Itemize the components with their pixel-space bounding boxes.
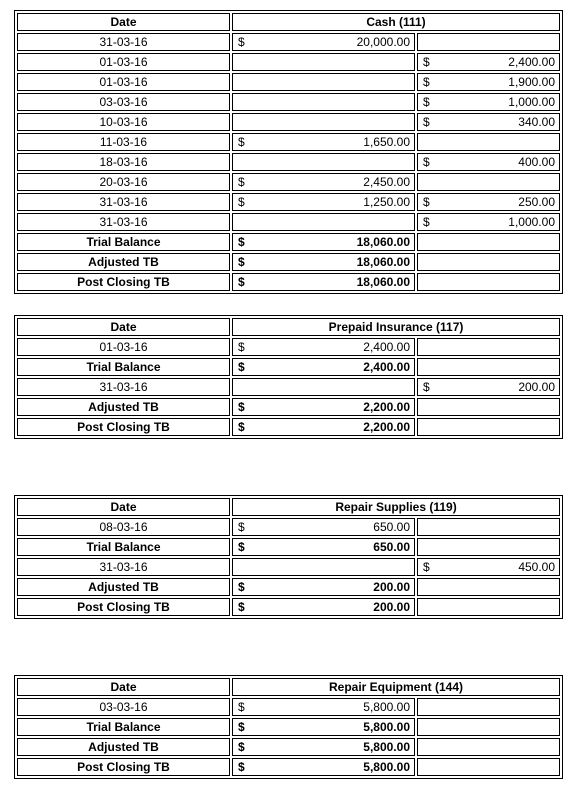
account-title: Cash (111) bbox=[232, 13, 560, 31]
entry-date: 10-03-16 bbox=[17, 113, 230, 131]
entry-date: 20-03-16 bbox=[17, 173, 230, 191]
ledger-header-row bbox=[17, 678, 560, 696]
entry-date: Post Closing TB bbox=[17, 598, 230, 616]
currency-symbol: $ bbox=[238, 420, 245, 434]
ledger-row bbox=[17, 598, 560, 616]
credit-amount: 1,000.00 bbox=[508, 95, 555, 109]
ledger-body bbox=[17, 678, 560, 776]
credit-amount: 200.00 bbox=[518, 380, 556, 394]
credit-cell bbox=[417, 518, 560, 536]
debit-amount: 1,650.00 bbox=[363, 135, 410, 149]
debit-cell bbox=[232, 273, 415, 291]
debit-cell bbox=[232, 398, 415, 416]
debit-cell bbox=[232, 213, 415, 231]
ledger-row bbox=[17, 193, 560, 211]
credit-amount: 400.00 bbox=[518, 155, 555, 169]
credit-cell bbox=[417, 153, 560, 171]
credit-cell bbox=[417, 213, 560, 231]
ledger-row bbox=[17, 173, 560, 191]
entry-date: 11-03-16 bbox=[17, 133, 230, 151]
entry-date: 31-03-16 bbox=[17, 213, 230, 231]
ledger-prepaid-insurance bbox=[14, 315, 563, 439]
debit-cell bbox=[232, 758, 415, 776]
ledger-row bbox=[17, 153, 560, 171]
ledger-row bbox=[17, 758, 560, 776]
debit-amount: 5,800.00 bbox=[363, 740, 410, 754]
entry-date: 01-03-16 bbox=[17, 73, 230, 91]
currency-symbol: $ bbox=[423, 380, 430, 394]
debit-amount: 2,200.00 bbox=[363, 400, 410, 414]
ledger-row bbox=[17, 518, 560, 536]
debit-cell bbox=[232, 418, 415, 436]
ledger-row bbox=[17, 253, 560, 271]
ledger-body bbox=[17, 318, 560, 436]
ledger-repair-equipment bbox=[14, 675, 563, 779]
debit-cell bbox=[232, 558, 415, 576]
entry-date: 08-03-16 bbox=[17, 518, 230, 536]
ledger-row bbox=[17, 738, 560, 756]
entry-date: 31-03-16 bbox=[17, 558, 230, 576]
entry-date: Adjusted TB bbox=[17, 253, 230, 271]
debit-cell bbox=[232, 73, 415, 91]
ledger-row bbox=[17, 233, 560, 251]
currency-symbol: $ bbox=[238, 360, 245, 374]
currency-symbol: $ bbox=[423, 115, 430, 129]
credit-cell bbox=[417, 578, 560, 596]
ledger-row bbox=[17, 578, 560, 596]
debit-cell bbox=[232, 253, 415, 271]
ledger-repair-supplies bbox=[14, 495, 563, 619]
entry-date: Adjusted TB bbox=[17, 398, 230, 416]
debit-cell bbox=[232, 33, 415, 51]
credit-cell bbox=[417, 253, 560, 271]
debit-cell bbox=[232, 113, 415, 131]
debit-cell bbox=[232, 233, 415, 251]
debit-cell bbox=[232, 518, 415, 536]
entry-date: Post Closing TB bbox=[17, 273, 230, 291]
debit-amount: 18,060.00 bbox=[356, 275, 410, 289]
currency-symbol: $ bbox=[238, 400, 245, 414]
credit-amount: 250.00 bbox=[518, 195, 555, 209]
credit-cell bbox=[417, 93, 560, 111]
debit-cell bbox=[232, 698, 415, 716]
debit-amount: 20,000.00 bbox=[356, 35, 410, 49]
credit-cell bbox=[417, 558, 560, 576]
currency-symbol: $ bbox=[423, 55, 430, 69]
ledger-body bbox=[17, 13, 560, 291]
debit-cell bbox=[232, 93, 415, 111]
entry-date: Trial Balance bbox=[17, 358, 230, 376]
debit-amount: 2,450.00 bbox=[363, 175, 410, 189]
entry-date: Post Closing TB bbox=[17, 758, 230, 776]
debit-amount: 5,800.00 bbox=[363, 720, 410, 734]
credit-cell bbox=[417, 718, 560, 736]
ledger-row bbox=[17, 358, 560, 376]
debit-cell bbox=[232, 133, 415, 151]
ledger-row bbox=[17, 558, 560, 576]
ledger-row bbox=[17, 718, 560, 736]
debit-amount: 650.00 bbox=[373, 520, 410, 534]
debit-cell bbox=[232, 193, 415, 211]
account-title: Repair Supplies (119) bbox=[232, 498, 560, 516]
debit-cell bbox=[232, 378, 415, 396]
currency-symbol: $ bbox=[238, 175, 245, 189]
currency-symbol: $ bbox=[238, 35, 245, 49]
ledger-row bbox=[17, 213, 560, 231]
currency-symbol: $ bbox=[238, 255, 245, 269]
ledger-row bbox=[17, 338, 560, 356]
ledger-row bbox=[17, 398, 560, 416]
credit-cell bbox=[417, 193, 560, 211]
currency-symbol: $ bbox=[423, 95, 430, 109]
debit-amount: 2,400.00 bbox=[363, 360, 410, 374]
credit-cell bbox=[417, 113, 560, 131]
entry-date: Trial Balance bbox=[17, 538, 230, 556]
currency-symbol: $ bbox=[423, 195, 430, 209]
date-column-header: Date bbox=[17, 318, 230, 336]
entry-date: Post Closing TB bbox=[17, 418, 230, 436]
ledger-row bbox=[17, 73, 560, 91]
currency-symbol: $ bbox=[423, 155, 430, 169]
ledger-header-row bbox=[17, 13, 560, 31]
currency-symbol: $ bbox=[238, 195, 245, 209]
credit-cell bbox=[417, 173, 560, 191]
date-column-header: Date bbox=[17, 678, 230, 696]
entry-date: Adjusted TB bbox=[17, 738, 230, 756]
credit-cell bbox=[417, 73, 560, 91]
credit-cell bbox=[417, 378, 560, 396]
credit-amount: 2,400.00 bbox=[508, 55, 555, 69]
ledger-row bbox=[17, 418, 560, 436]
currency-symbol: $ bbox=[238, 760, 245, 774]
entry-date: 03-03-16 bbox=[17, 698, 230, 716]
currency-symbol: $ bbox=[238, 275, 245, 289]
ledger-row bbox=[17, 113, 560, 131]
entry-date: 01-03-16 bbox=[17, 338, 230, 356]
currency-symbol: $ bbox=[238, 540, 245, 554]
credit-cell bbox=[417, 738, 560, 756]
ledger-body bbox=[17, 498, 560, 616]
debit-cell bbox=[232, 578, 415, 596]
account-title: Repair Equipment (144) bbox=[232, 678, 560, 696]
debit-cell bbox=[232, 718, 415, 736]
credit-cell bbox=[417, 133, 560, 151]
account-title: Prepaid Insurance (117) bbox=[232, 318, 560, 336]
credit-cell bbox=[417, 338, 560, 356]
credit-cell bbox=[417, 698, 560, 716]
currency-symbol: $ bbox=[238, 600, 245, 614]
ledger-row bbox=[17, 378, 560, 396]
debit-amount: 200.00 bbox=[373, 600, 410, 614]
credit-amount: 450.00 bbox=[518, 560, 556, 574]
currency-symbol: $ bbox=[238, 340, 245, 354]
currency-symbol: $ bbox=[423, 215, 430, 229]
credit-cell bbox=[417, 418, 560, 436]
date-column-header: Date bbox=[17, 13, 230, 31]
debit-cell bbox=[232, 173, 415, 191]
ledger-row bbox=[17, 538, 560, 556]
credit-cell bbox=[417, 273, 560, 291]
debit-amount: 2,200.00 bbox=[363, 420, 410, 434]
date-column-header: Date bbox=[17, 498, 230, 516]
currency-symbol: $ bbox=[238, 520, 245, 534]
currency-symbol: $ bbox=[238, 720, 245, 734]
credit-cell bbox=[417, 233, 560, 251]
debit-amount: 5,800.00 bbox=[363, 760, 410, 774]
ledger-row bbox=[17, 133, 560, 151]
currency-symbol: $ bbox=[238, 235, 245, 249]
credit-cell bbox=[417, 598, 560, 616]
entry-date: Adjusted TB bbox=[17, 578, 230, 596]
currency-symbol: $ bbox=[238, 135, 245, 149]
debit-amount: 200.00 bbox=[373, 580, 410, 594]
credit-cell bbox=[417, 758, 560, 776]
ledger-row bbox=[17, 53, 560, 71]
debit-cell bbox=[232, 538, 415, 556]
currency-symbol: $ bbox=[423, 75, 430, 89]
debit-amount: 1,250.00 bbox=[363, 195, 410, 209]
credit-amount: 1,900.00 bbox=[508, 75, 555, 89]
currency-symbol: $ bbox=[238, 700, 245, 714]
debit-amount: 18,060.00 bbox=[356, 255, 410, 269]
ledger-row bbox=[17, 698, 560, 716]
debit-amount: 2,400.00 bbox=[363, 340, 410, 354]
entry-date: 31-03-16 bbox=[17, 33, 230, 51]
debit-cell bbox=[232, 358, 415, 376]
currency-symbol: $ bbox=[238, 580, 245, 594]
debit-cell bbox=[232, 598, 415, 616]
credit-cell bbox=[417, 53, 560, 71]
credit-cell bbox=[417, 538, 560, 556]
debit-cell bbox=[232, 738, 415, 756]
ledger-row bbox=[17, 93, 560, 111]
ledger-header-row bbox=[17, 498, 560, 516]
entry-date: Trial Balance bbox=[17, 718, 230, 736]
ledger-cash bbox=[14, 10, 563, 294]
ledger-header-row bbox=[17, 318, 560, 336]
credit-cell bbox=[417, 398, 560, 416]
credit-amount: 1,000.00 bbox=[508, 215, 555, 229]
credit-amount: 340.00 bbox=[518, 115, 555, 129]
entry-date: 31-03-16 bbox=[17, 193, 230, 211]
entry-date: Trial Balance bbox=[17, 233, 230, 251]
ledger-row bbox=[17, 273, 560, 291]
currency-symbol: $ bbox=[423, 560, 430, 574]
debit-cell bbox=[232, 53, 415, 71]
debit-amount: 650.00 bbox=[373, 540, 410, 554]
credit-cell bbox=[417, 358, 560, 376]
debit-amount: 5,800.00 bbox=[363, 700, 410, 714]
currency-symbol: $ bbox=[238, 740, 245, 754]
credit-cell bbox=[417, 33, 560, 51]
debit-cell bbox=[232, 338, 415, 356]
ledger-row bbox=[17, 33, 560, 51]
entry-date: 31-03-16 bbox=[17, 378, 230, 396]
debit-cell bbox=[232, 153, 415, 171]
debit-amount: 18,060.00 bbox=[356, 235, 410, 249]
entry-date: 01-03-16 bbox=[17, 53, 230, 71]
entry-date: 18-03-16 bbox=[17, 153, 230, 171]
entry-date: 03-03-16 bbox=[17, 93, 230, 111]
